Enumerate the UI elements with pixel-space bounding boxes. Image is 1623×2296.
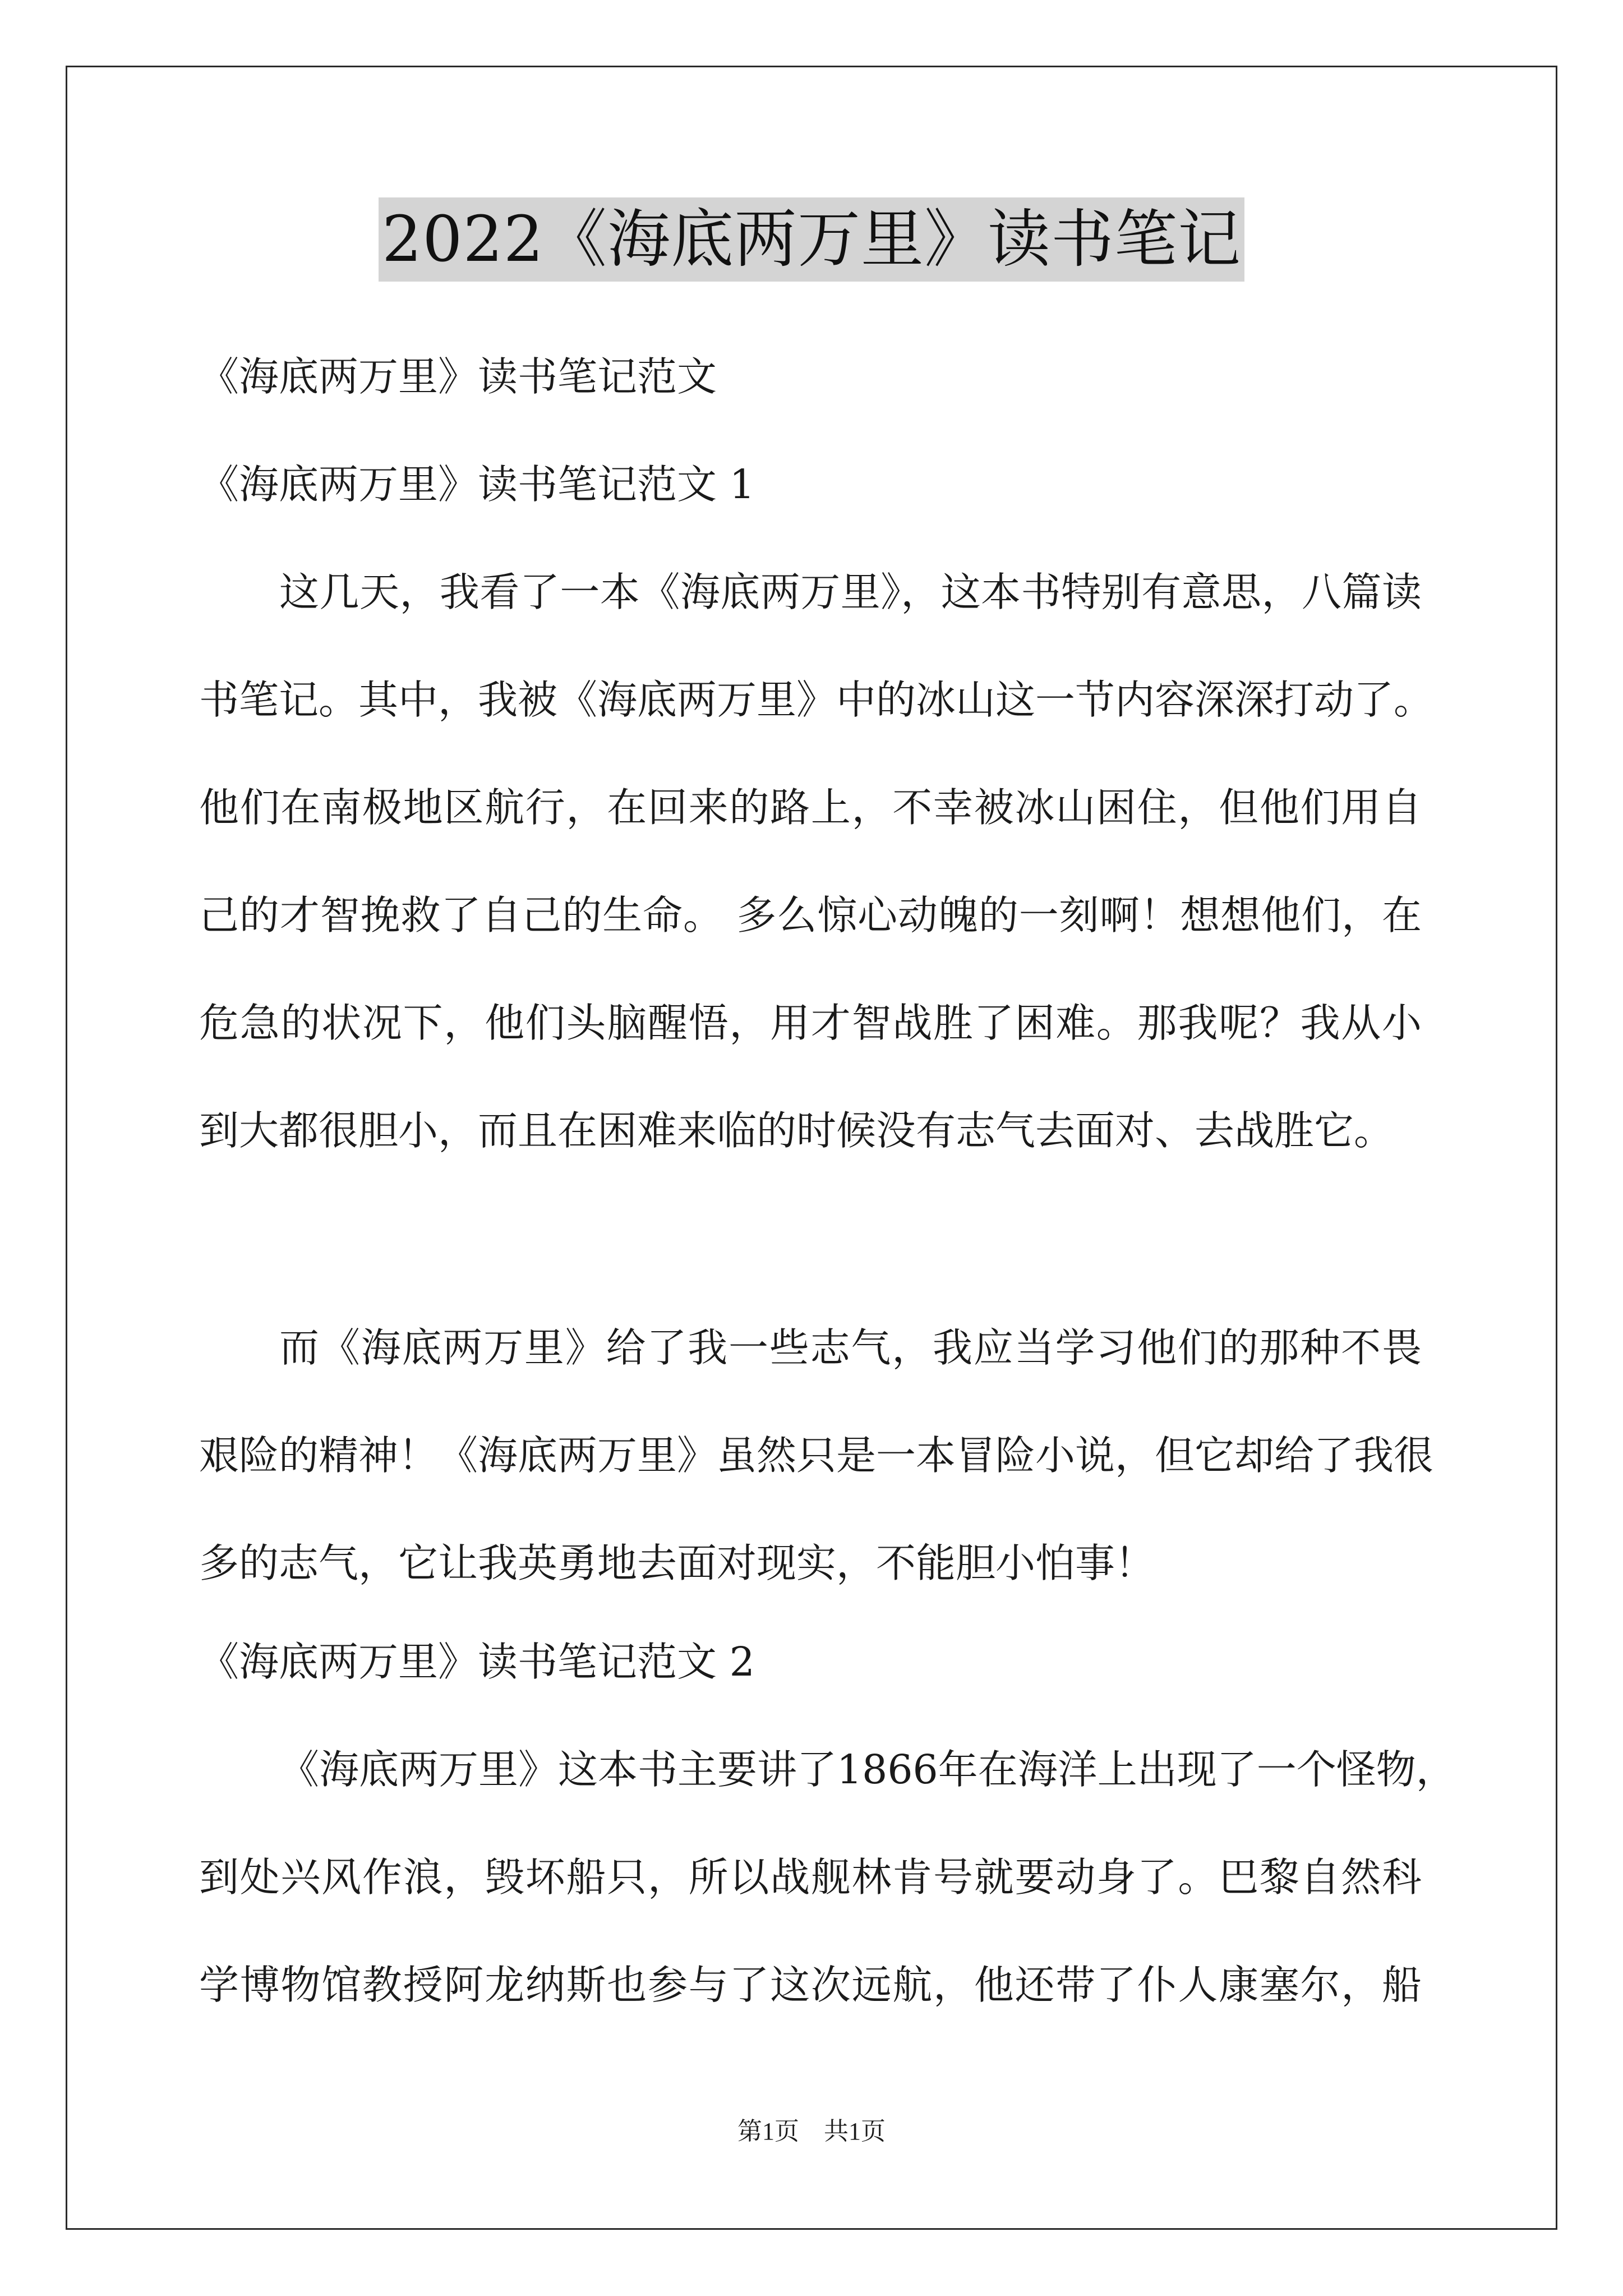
document-title: 2022《海底两万里》读书笔记 — [379, 197, 1244, 282]
subheading-main: 《海底两万里》读书笔记范文 — [199, 353, 717, 400]
subheading-essay-2: 《海底两万里》读书笔记范文 2 — [199, 1639, 755, 1685]
page-number: 第1页 — [737, 2118, 799, 2145]
paragraph-line: 这几天，我看了一本《海底两万里》，这本书特别有意思，八篇读 — [279, 569, 1422, 615]
paragraph-line: 艰险的精神！《海底两万里》虽然只是一本冒险小说，但它却给了我很 — [199, 1432, 1434, 1479]
paragraph-line: 到大都很胆小，而且在困难来临的时候没有志气去面对、去战胜它。 — [199, 1107, 1394, 1154]
page-footer — [0, 2115, 1623, 2148]
paragraph-line: 《海底两万里》这本书主要讲了1866年在海洋上出现了一个怪物， — [279, 1746, 1456, 1793]
paragraph-line: 多的志气，它让我英勇地去面对现实，不能胆小怕事！ — [199, 1540, 1155, 1586]
paragraph-line: 到处兴风作浪，毁坏船只，所以战舰林肯号就要动身了。巴黎自然科 — [199, 1854, 1422, 1901]
paragraph-line: 而《海底两万里》给了我一些志气，我应当学习他们的那种不畏 — [279, 1324, 1422, 1371]
title-container — [0, 197, 1623, 282]
paragraph-line: 危急的状况下，他们头脑醒悟，用才智战胜了困难。那我呢？我从小 — [199, 1000, 1422, 1046]
paragraph-line: 书笔记。其中，我被《海底两万里》中的冰山这一节内容深深打动了。 — [199, 677, 1434, 723]
paragraph-line: 己的才智挽救了自己的生命。 多么惊心动魄的一刻啊！想想他们，在 — [199, 892, 1422, 938]
paragraph-line: 他们在南极地区航行，在回来的路上，不幸被冰山困住，但他们用自 — [199, 784, 1422, 831]
paragraph-line: 学博物馆教授阿龙纳斯也参与了这次远航，他还带了仆人康塞尔，船 — [199, 1962, 1422, 2008]
page-total: 共1页 — [824, 2118, 886, 2145]
subheading-essay-1: 《海底两万里》读书笔记范文 1 — [199, 461, 755, 508]
